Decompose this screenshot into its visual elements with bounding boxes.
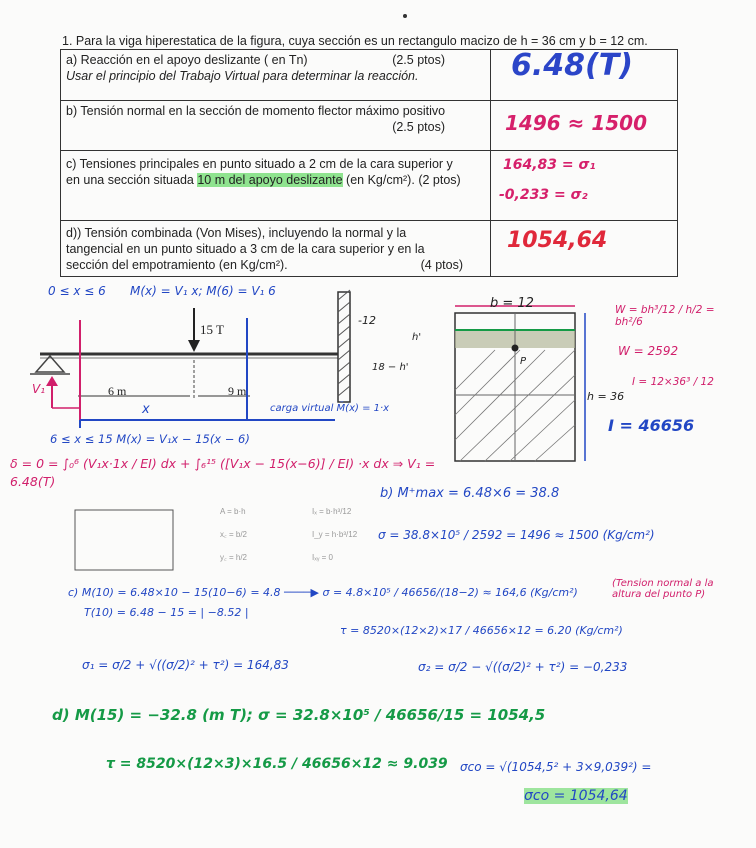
c-line1: c) M(10) = 6.48×10 − 15(10−6) = 4.8 ────▶ σ = 4.8×10⁵ / 46656/(18−2) ≈ 164,6 (Kg/cm²) [68, 586, 578, 599]
note-m1: M(x) = V₁ x; M(6) = V₁ 6 [130, 284, 276, 298]
von-mises-result: σco = 1054,64 [524, 788, 628, 804]
c-line3: τ = 8520×(12×2)×17 / 46656×12 = 6.20 (Kg/cm²) [340, 624, 623, 637]
c-note: (Tension normal a la altura del punto P) [612, 578, 714, 600]
sigma1-eq: σ₁ = σ/2 + √((σ/2)² + τ²) = 164,83 [82, 658, 289, 672]
note-range1: 0 ≤ x ≤ 6 [48, 284, 106, 298]
note-range2: 6 ≤ x ≤ 15 M(x) = V₁x − 15(x − 6) [50, 432, 250, 446]
dim-6m: 6 m [108, 384, 127, 398]
w-value: W = 2592 [618, 344, 679, 358]
i-value: I = 46656 [608, 416, 695, 435]
formula-table-right: Iₓ = b·h³/12 I_y = h·b³/12 Iₓᵧ = 0 [312, 507, 358, 562]
row-c-answer: 164,83 = σ₁ -0,233 = σ₂ [491, 151, 678, 221]
i-formula: I = 12×36³ / 12 [632, 376, 714, 388]
row-d-answer: 1054,64 [491, 221, 678, 277]
section-h: h = 36 [587, 390, 625, 403]
question-text: 1. Para la viga hiperestatica de la figura, cuya sección es un rectangulo macizo de h = 36 cm y b = 12 cm. [62, 34, 648, 48]
load-label: 15 T [200, 322, 224, 337]
row-d-question: d)) Tensión combinada (Von Mises), incluyendo la normal y la tangencial en un punto situado a 3 cm de la cara superior y en la sección del empotramiento (en Kg/cm²). (4 ptos) [61, 221, 491, 277]
row-b-question: b) Tensión normal en la sección de momento flector máximo positivo (2.5 ptos) [61, 101, 491, 151]
v1-label: V₁ [32, 382, 46, 396]
delta-equation: δ = 0 = ∫₀⁶ (V₁x·1x / EI) dx + ∫₆¹⁵ ([V₁x − 15(x−6)] / EI) ·x dx ⇒ V₁ = 6.48(T) [10, 456, 436, 489]
row-a-question: a) Reacción en el apoyo deslizante ( en Tn) (2.5 ptos) Usar el principio del Trabajo Virtual para determinar la reacción. [61, 50, 491, 101]
virtual-label: carga virtual M̄(x) = 1·x [270, 403, 390, 414]
row-c-question: c) Tensiones principales en punto situado a 2 cm de la cara superior y en una sección situada 10 m del apoyo deslizante (en Kg/cm²). (2 ptos) [61, 151, 491, 221]
mmax-eq: b) M⁺max = 6.48×6 = 38.8 [380, 486, 560, 501]
sigma2-eq: σ₂ = σ/2 − √((σ/2)² + τ²) = −0,233 [418, 660, 628, 674]
d-line1: d) M(15) = −32.8 (m T); σ = 32.8×10⁵ / 46656/15 = 1054,5 [52, 706, 546, 724]
von-mises-eq: σco = √(1054,5² + 3×9,039²) = [460, 760, 652, 774]
row-b-answer: 1496 ≈ 1500 [491, 101, 678, 151]
section-b: b = 12 [490, 296, 534, 311]
c-line2: T(10) = 6.48 − 15 = | −8.52 | [84, 606, 249, 619]
formula-table-left: A = b·h x꜀ = b/2 y꜀ = h/2 [220, 507, 248, 562]
w-formula: W = bh³/12 / h/2 = bh²/6 [615, 304, 715, 328]
d-line2: τ = 8520×(12×3)×16.5 / 46656×12 ≈ 9.039 [106, 756, 448, 772]
point-p: P [520, 356, 527, 367]
x-label: x [142, 402, 150, 417]
highlight-text: 10 m del apoyo deslizante [197, 173, 343, 187]
row-a-answer: 6.48(T) [491, 50, 678, 101]
side-h: h' [412, 332, 422, 343]
side-12: -12 [358, 314, 376, 327]
sigma-b-eq: σ = 38.8×10⁵ / 2592 = 1496 ≈ 1500 (Kg/cm²) [378, 528, 655, 542]
dim-9m: 9 m [228, 384, 247, 398]
side-18h: 18 − h' [372, 362, 409, 373]
